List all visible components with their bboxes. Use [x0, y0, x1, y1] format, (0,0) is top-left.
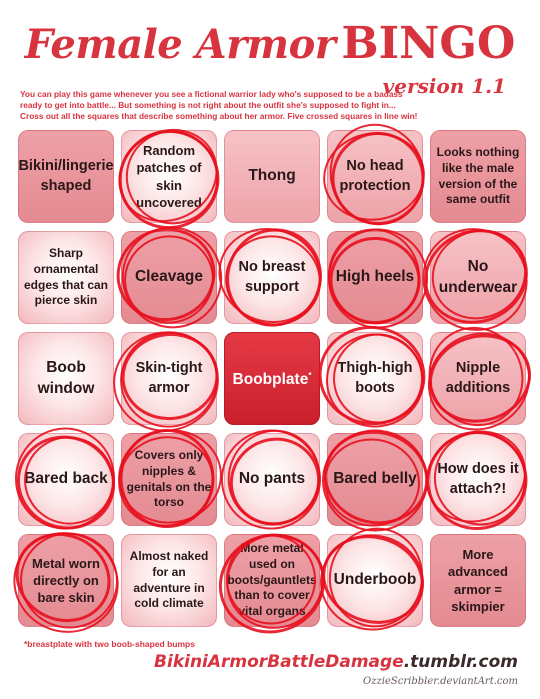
bingo-square-label: Sharp ornamental edges that can pierce skin — [23, 245, 109, 308]
page-title — [0, 18, 540, 69]
bingo-square-label: Thong — [248, 167, 296, 185]
artist-credit: OzzieScribbler.deviantArt.com — [363, 676, 518, 687]
bingo-square-label: Bared back — [24, 470, 108, 488]
bingo-square[interactable] — [224, 332, 320, 425]
bingo-square-label: Looks nothing like the male version of the same outfit — [436, 144, 520, 207]
bingo-square-label: Underboob — [333, 571, 417, 589]
bingo-square-label: Metal worn directly on bare skin — [32, 555, 100, 606]
site-tld: .tumblr.com — [403, 652, 518, 672]
bingo-square-label: How does it attach?! — [437, 461, 519, 497]
bingo-square-label: Bikini/lingerie shaped — [18, 158, 114, 194]
footnote-marker: * — [308, 371, 312, 381]
bingo-square[interactable] — [327, 433, 423, 526]
bingo-square[interactable] — [121, 332, 217, 425]
bingo-square[interactable] — [121, 433, 217, 526]
intro-line: You can play this game whenever you see a fictional warrior lady who's supposed to be a badass — [20, 89, 403, 99]
bingo-square[interactable] — [121, 231, 217, 324]
intro-line: Cross out all the squares that describe something about her armor. Five crossed squares in line win! — [20, 111, 418, 121]
bingo-square-label: More advanced armor = skimpier — [448, 547, 508, 614]
bingo-square-label: No pants — [238, 470, 306, 488]
bingo-square[interactable] — [18, 433, 114, 526]
site-main: BikiniArmorBattleDamage — [154, 652, 404, 672]
bingo-square[interactable] — [327, 130, 423, 223]
bingo-square[interactable] — [430, 332, 526, 425]
bingo-square[interactable] — [327, 332, 423, 425]
bingo-square-label: Nipple additions — [445, 360, 511, 396]
bingo-square[interactable] — [430, 534, 526, 627]
footnote: *breastplate with two boob-shaped bumps — [24, 639, 195, 649]
intro-line: ready to get into battle... But something is not right about the outfit she's supposed to fight in... — [20, 100, 396, 110]
bingo-square-label: Thigh-high boots — [337, 360, 413, 396]
bingo-square-label: Boob window — [37, 359, 95, 397]
intro-text — [20, 89, 460, 122]
bingo-square[interactable] — [224, 231, 320, 324]
bingo-square-label: High heels — [335, 268, 415, 286]
bingo-square[interactable] — [18, 130, 114, 223]
bingo-square-label: No head protection — [339, 158, 411, 194]
bingo-square-label: Bared belly — [333, 470, 417, 488]
bingo-square-label: Almost naked for an adventure in cold climate — [129, 548, 209, 611]
bingo-square-label: Covers only nipples & genitals on the torso — [126, 447, 212, 510]
bingo-square[interactable] — [121, 130, 217, 223]
bingo-square-label: More metal used on boots/gauntlets than to cover vital organs — [227, 540, 317, 619]
bingo-square-label: Cleavage — [134, 268, 204, 286]
bingo-square[interactable] — [224, 433, 320, 526]
bingo-square-label: Random patches of skin uncovered — [136, 143, 202, 210]
bingo-square[interactable] — [327, 231, 423, 324]
title-script: Female Armor — [24, 21, 336, 68]
site-link[interactable] — [154, 652, 518, 672]
version-label: version 1.1 — [382, 74, 506, 98]
bingo-square[interactable] — [18, 534, 114, 627]
bingo-square-label: No breast support — [238, 259, 306, 295]
bingo-square[interactable] — [430, 433, 526, 526]
bingo-square[interactable] — [430, 130, 526, 223]
bingo-square-label: No underwear — [438, 258, 518, 296]
title-bingo: BINGO — [341, 18, 516, 69]
bingo-square[interactable] — [224, 534, 320, 627]
bingo-square[interactable] — [18, 332, 114, 425]
bingo-square[interactable] — [18, 231, 114, 324]
bingo-square[interactable] — [327, 534, 423, 627]
bingo-square-label: Skin-tight armor — [135, 360, 203, 396]
bingo-square[interactable] — [224, 130, 320, 223]
bingo-square[interactable] — [121, 534, 217, 627]
bingo-square[interactable] — [430, 231, 526, 324]
bingo-square-label: Boobplate* — [232, 371, 312, 389]
